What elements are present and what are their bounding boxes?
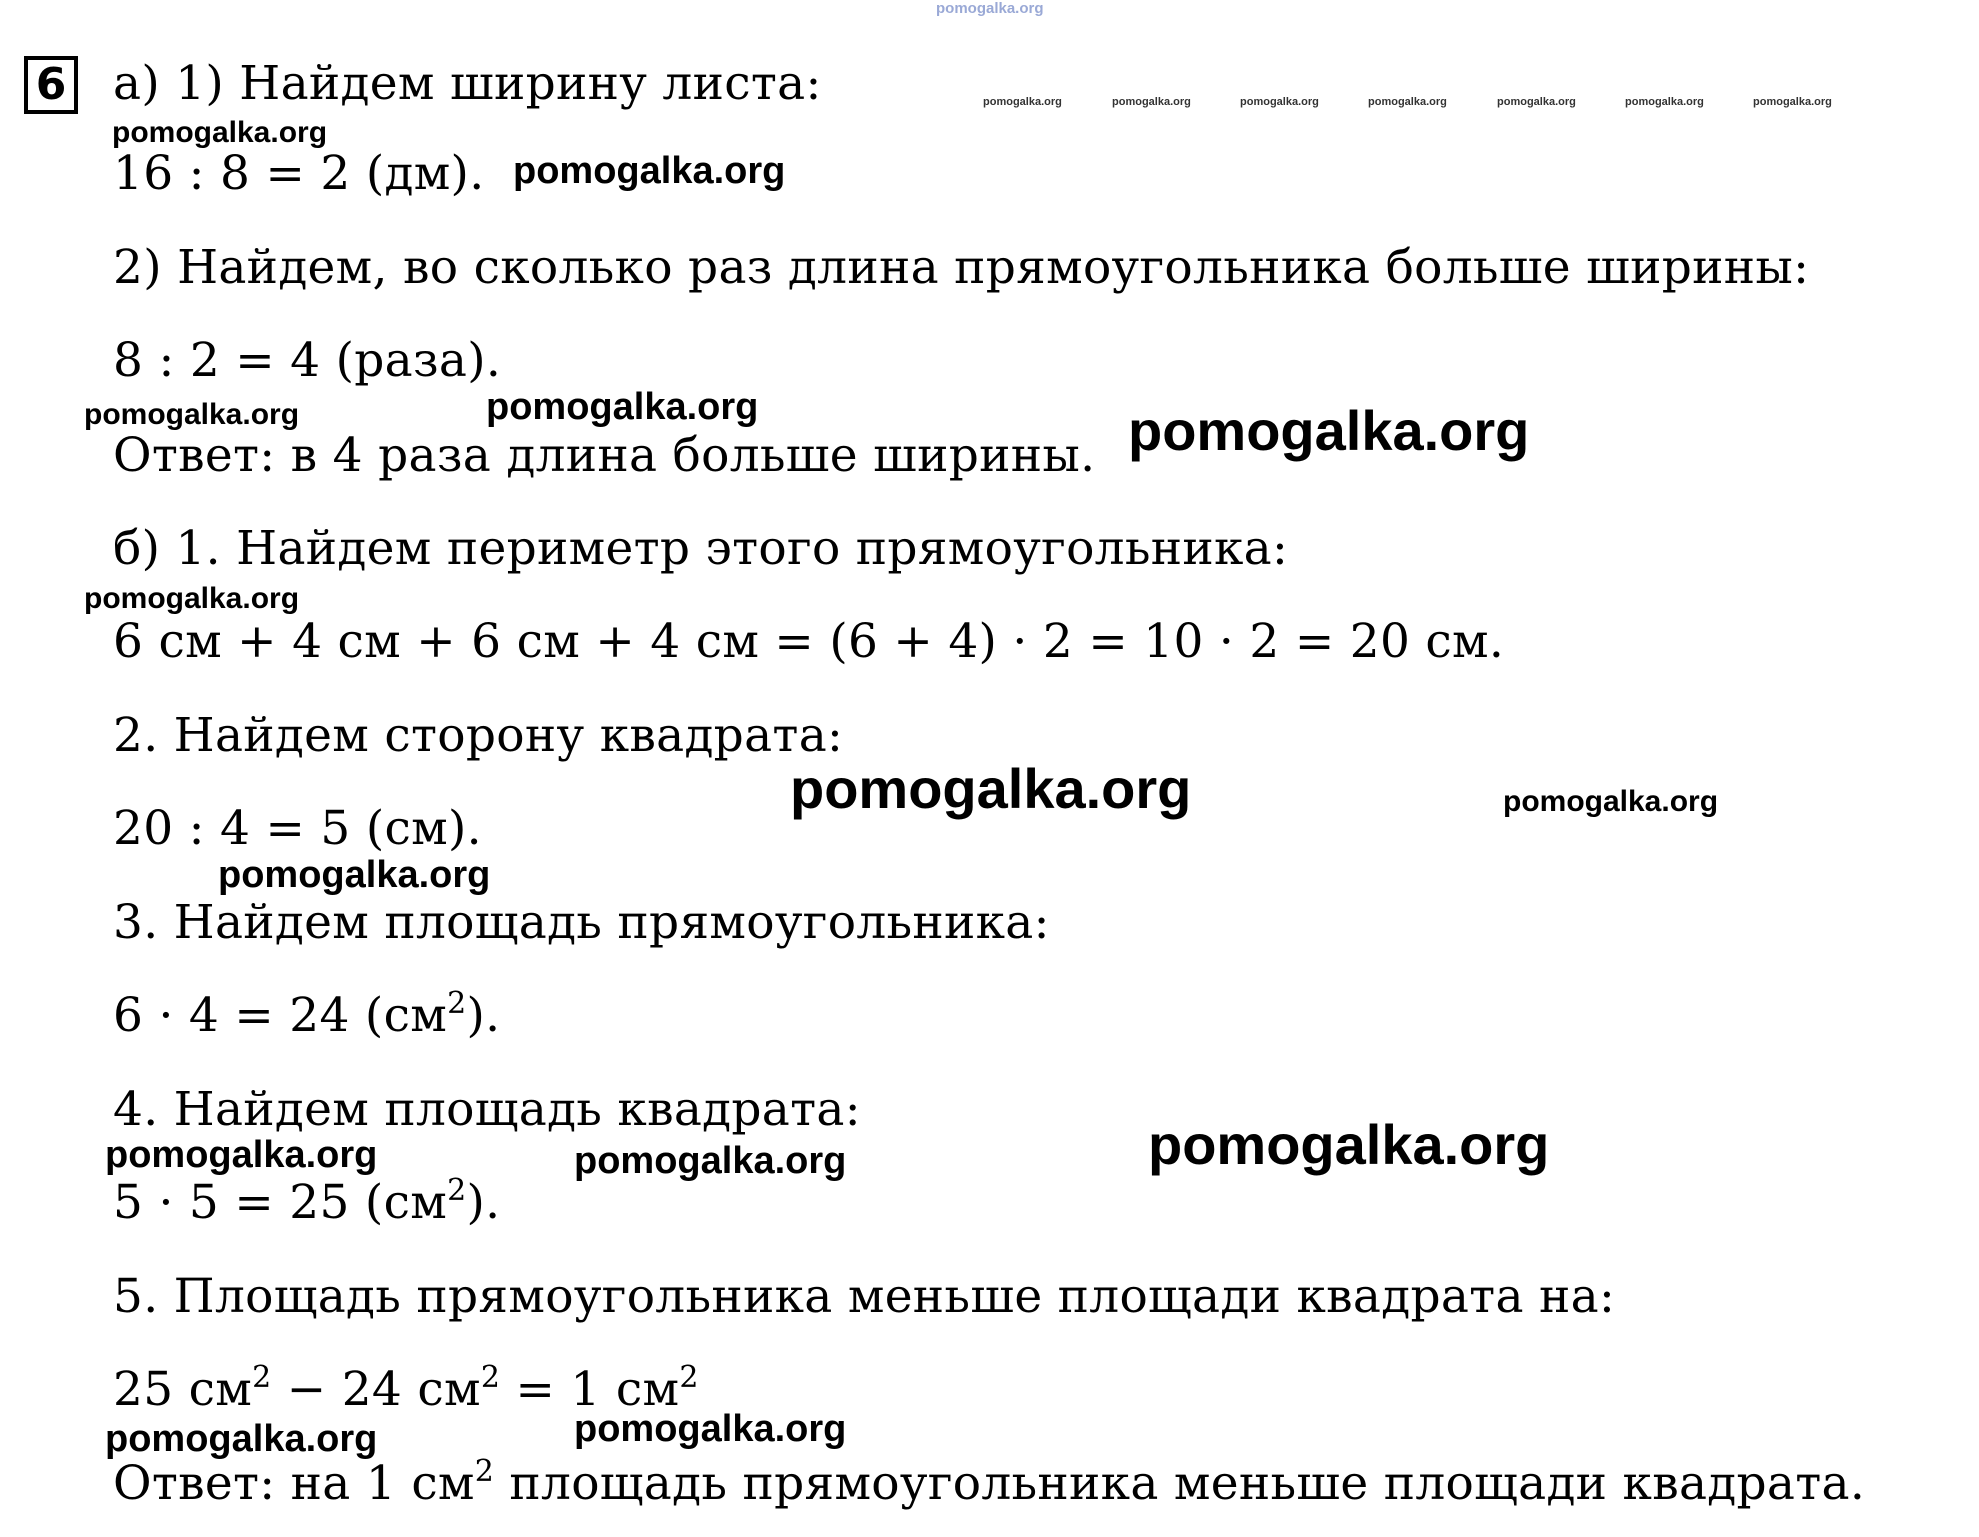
watermark: pomogalka.org [1497, 96, 1576, 108]
step-b4-heading: 4. Найдем площадь квадрата: [113, 1082, 861, 1137]
step-b1-heading: б) 1. Найдем периметр этого прямоугольника: [113, 521, 1289, 576]
watermark: pomogalka.org [983, 96, 1062, 108]
step-a2-heading: 2) Найдем, во сколько раз длина прямоугольника больше ширины: [113, 240, 1810, 295]
step-a2-calc: 8 : 2 = 4 (раза). [113, 333, 502, 388]
watermark: pomogalka.org [790, 757, 1192, 820]
watermark: pomogalka.org [1112, 96, 1191, 108]
watermark: pomogalka.org [112, 116, 328, 149]
task-number-box: 6 [24, 56, 78, 114]
step-b3-calc: 6 · 4 = 24 $(см^2)$. [113, 986, 501, 1043]
watermark: pomogalka.org [1503, 785, 1719, 818]
answer-b: Ответ: на 1 $см^2$ площадь прямоугольника меньше площади квадрата. [113, 1454, 1866, 1511]
step-b4-calc: 5 · 5 = 25 $(см^2)$. [113, 1173, 501, 1230]
step-b1-calc: 6 см + 4 см + 6 см + 4 см = (6 + 4) · 2 = 10 · 2 = 20 см. [113, 614, 1505, 669]
watermark: pomogalka.org [1240, 96, 1319, 108]
watermark: pomogalka.org [486, 386, 759, 428]
watermark: pomogalka.org [574, 1408, 847, 1450]
answer-a: Ответ: в 4 раза длина больше ширины. [113, 428, 1096, 483]
watermark: pomogalka.org [105, 1134, 378, 1176]
watermark: pomogalka.org [218, 854, 491, 896]
watermark: pomogalka.org [84, 398, 300, 431]
watermark: pomogalka.org [84, 582, 300, 615]
watermark: pomogalka.org [574, 1140, 847, 1182]
step-b5-calc: 25 $см^2 - 24$ $см^2 = 1$ $см^2$ [113, 1360, 699, 1417]
watermark: pomogalka.org [936, 0, 1044, 17]
watermark: pomogalka.org [513, 150, 786, 192]
step-a1-calc: 16 : 8 = 2 (дм). [113, 146, 485, 201]
step-b2-calc: 20 : 4 = 5 (см). [113, 801, 482, 856]
step-b3-heading: 3. Найдем площадь прямоугольника: [113, 895, 1050, 950]
watermark: pomogalka.org [1148, 1113, 1550, 1176]
watermark: pomogalka.org [1128, 399, 1530, 462]
watermark: pomogalka.org [1753, 96, 1832, 108]
watermark: pomogalka.org [1625, 96, 1704, 108]
step-b5-heading: 5. Площадь прямоугольника меньше площади квадрата на: [113, 1269, 1616, 1324]
step-b2-heading: 2. Найдем сторону квадрата: [113, 708, 844, 763]
watermark: pomogalka.org [105, 1418, 378, 1460]
watermark: pomogalka.org [1368, 96, 1447, 108]
step-a1-heading: а) 1) Найдем ширину листа: [113, 56, 822, 111]
